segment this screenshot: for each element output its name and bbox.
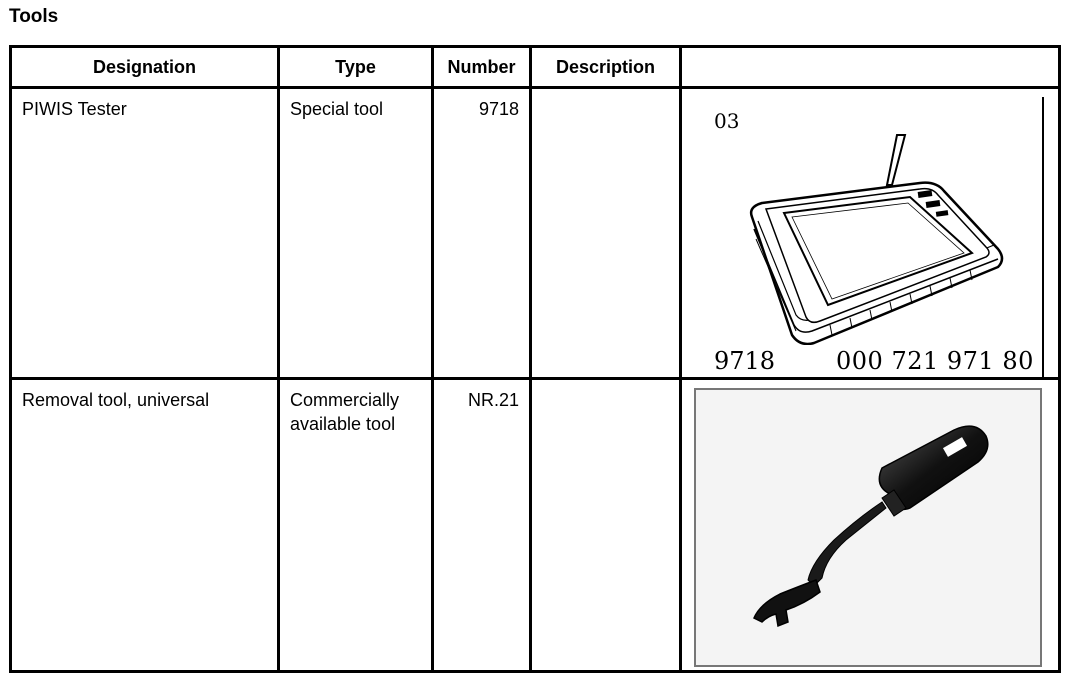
header-image xyxy=(681,47,1060,88)
header-number: Number xyxy=(433,47,531,88)
number-text: 9718 xyxy=(478,99,519,119)
removal-tool-illustration xyxy=(682,380,1058,670)
cell-designation xyxy=(11,88,279,379)
cell-image xyxy=(681,88,1060,379)
type-text: Commercially available tool xyxy=(290,390,400,434)
removal-tool-icon xyxy=(696,390,1040,665)
table-row xyxy=(11,379,1060,672)
header-description: Description xyxy=(531,47,681,88)
cell-number xyxy=(433,379,531,672)
header-designation: Designation xyxy=(11,47,279,88)
header-type: Type xyxy=(279,47,433,88)
type-text: Special tool xyxy=(290,99,384,119)
page-title: Tools xyxy=(9,6,59,27)
designation-text: PIWIS Tester xyxy=(22,99,127,119)
description-text xyxy=(532,89,679,105)
number-text: NR.21 xyxy=(467,390,519,410)
photo-frame xyxy=(694,388,1042,667)
illustration-label-top: 03 xyxy=(714,109,740,133)
piwis-illustration xyxy=(682,89,1058,377)
cell-type xyxy=(279,379,433,672)
cell-number xyxy=(433,88,531,379)
illustration-label-left: 9718 xyxy=(714,347,776,375)
description-text xyxy=(532,380,679,396)
table-row xyxy=(11,88,1060,379)
illustration-label-right: 000 721 971 80 xyxy=(836,347,1034,375)
illustration-border-line xyxy=(1042,97,1044,377)
cell-description xyxy=(531,88,681,379)
designation-text: Removal tool, universal xyxy=(22,390,210,410)
cell-type xyxy=(279,88,433,379)
tools-table xyxy=(9,45,1061,673)
cell-designation xyxy=(11,379,279,672)
table-header-row xyxy=(11,47,1060,88)
cell-description xyxy=(531,379,681,672)
piwis-tester-icon xyxy=(740,125,1010,345)
cell-image xyxy=(681,379,1060,672)
